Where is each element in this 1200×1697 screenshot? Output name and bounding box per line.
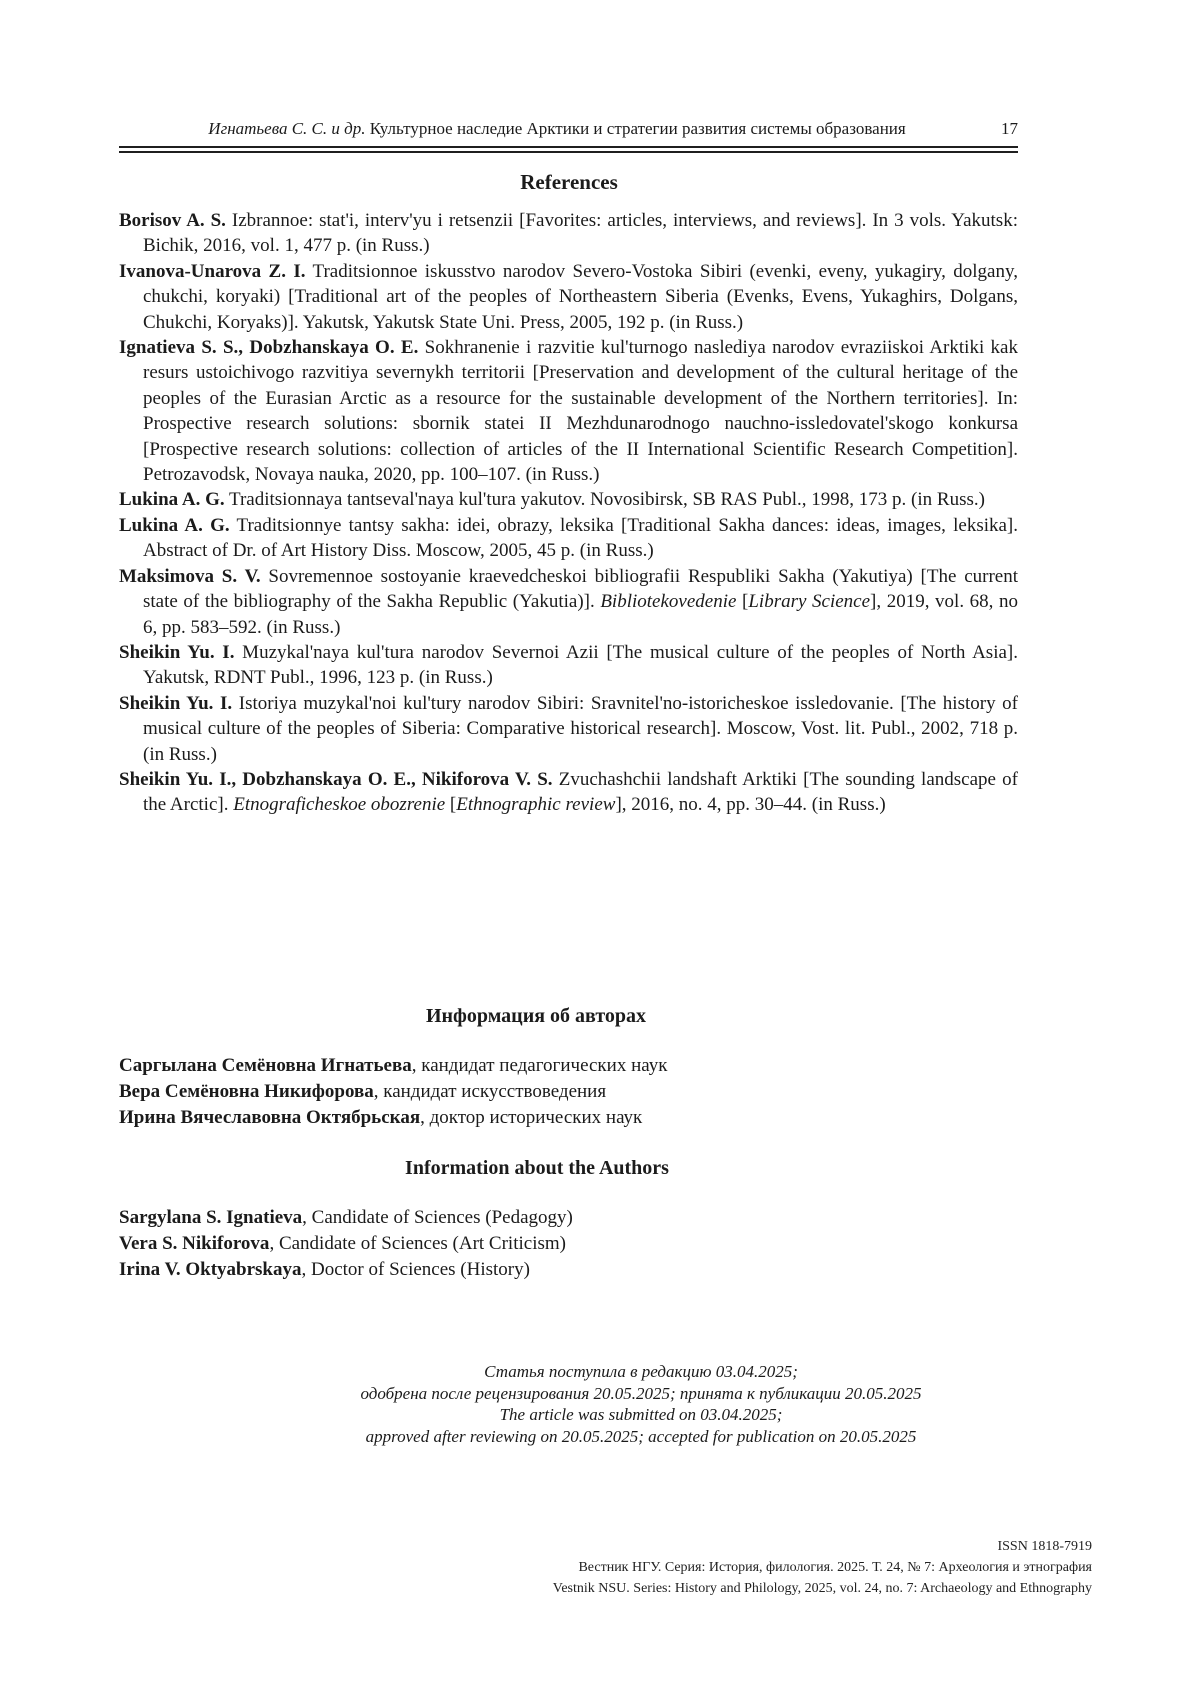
reference-entry: Maksimova S. V. Sovremennoe sostoyanie kraevedcheskoi bibliografii Respubliki Sakha (Yakutiya) [The current state of the bibliography of the Sakha Republic (Yakutia)]. Bibliotekovedenie [Library Science], 2019, vol. 68, no 6, pp. 583–592. (in Russ.)	[119, 565, 1019, 638]
authors-en-list	[119, 1205, 1018, 1283]
footer-line: ISSN 1818-7919	[997, 1539, 1092, 1554]
author-entry-ru	[119, 1105, 1018, 1131]
submission-line: The article was submitted on 03.04.2025;	[499, 1405, 783, 1424]
references-list	[119, 208, 1018, 818]
running-title-text: Культурное наследие Арктики и стратегии развития системы образования	[369, 119, 906, 138]
author-details: , Candidate of Sciences (Art Criticism)	[269, 1233, 566, 1254]
author-entry-en	[119, 1231, 1018, 1257]
authors-ru-list	[119, 1053, 1018, 1131]
author-details: , Doctor of Sciences (History)	[301, 1259, 530, 1280]
footer-line: Вестник НГУ. Серия: История, филология. 2025. Т. 24, № 7: Археология и этнография	[578, 1560, 1092, 1575]
author-entry-ru	[119, 1079, 1018, 1105]
author-entry-ru	[119, 1053, 1018, 1079]
author-name: Sargylana S. Ignatieva	[119, 1207, 303, 1228]
reference-entry: Lukina A. G. Traditsionnaya tantseval'naya kul'tura yakutov. Novosibirsk, SB RAS Publ., 1998, 173 p. (in Russ.)	[119, 489, 985, 511]
author-name: Irina V. Oktyabrskaya	[119, 1259, 302, 1280]
running-title	[208, 118, 905, 140]
reference-entry: Ivanova-Unarova Z. I. Traditsionnoe iskusstvo narodov Severo-Vostoka Sibiri (evenki, eveny, yukagiry, dolgany, chukchi, koryaki) [Traditional art of the peoples of Northeastern Siberia (Evenks, Evens, Yukaghirs, Dolgans, Chukchi, Koryaks)]. Yakutsk, Yakutsk State Uni. Press, 2005, 192 p. (in Russ.)	[119, 260, 1019, 333]
header-rule	[119, 146, 1018, 153]
reference-entry: Sheikin Yu. I., Dobzhanskaya O. E., Nikiforova V. S. Zvuchashchii landshaft Arktiki [The sounding landscape of the Arctic]. Etnograficheskoe obozrenie [Ethnographic review], 2016, no. 4, pp. 30–44. (in Russ.)	[119, 768, 1018, 816]
submission-line: Статья поступила в редакцию 03.04.2025;	[484, 1362, 798, 1381]
author-details: , доктор исторических наук	[420, 1107, 643, 1128]
author-name: Ирина Вячеславовна Октябрьская	[119, 1107, 421, 1128]
authors-ru-heading: Информация об авторах	[425, 1005, 647, 1027]
reference-entry: Sheikin Yu. I. Muzykal'naya kul'tura narodov Severnoi Azii [The musical culture of the peoples of North Asia]. Yakutsk, RDNT Publ., 1996, 123 p. (in Russ.)	[119, 641, 1018, 689]
author-name: Саргылана Семёновна Игнатьева	[119, 1055, 412, 1076]
author-details: , кандидат искусствоведения	[373, 1081, 607, 1102]
author-name: Vera S. Nikiforova	[119, 1233, 270, 1254]
references-heading: References	[520, 170, 618, 194]
author-details: , кандидат педагогических наук	[411, 1055, 668, 1076]
reference-entry: Lukina A. G. Traditsionnye tantsy sakha: idei, obrazy, leksika [Traditional Sakha dances: ideas, images, leksika]. Abstract of Dr. of Art History Diss. Moscow, 2005, 45 p. (in Russ.)	[119, 514, 1018, 562]
reference-entry: Borisov A. S. Izbrannoe: stat'i, interv'yu i retsenzii [Favorites: articles, interviews, and reviews]. In 3 vols. Yakutsk: Bichik, 2016, vol. 1, 477 p. (in Russ.)	[119, 210, 1018, 257]
author-entry-en	[119, 1257, 1018, 1283]
author-entry-en	[119, 1205, 1018, 1231]
submission-line: одобрена после рецензирования 20.05.2025; принята к публикации 20.05.2025	[360, 1383, 922, 1403]
reference-entry: Sheikin Yu. I. Istoriya muzykal'noi kul'tury narodov Sibiri: Sravnitel'no-istoricheskoe issledovanie. [The history of musical culture of the peoples of Siberia: Comparative historical research]. Moscow, Vost. lit. Publ., 2002, 718 p. (in Russ.)	[119, 692, 1018, 765]
submission-line: approved after reviewing on 20.05.2025; accepted for publication on 20.05.2025	[365, 1426, 917, 1446]
author-name: Вера Семёновна Никифорова	[119, 1081, 374, 1102]
reference-entry: Ignatieva S. S., Dobzhanskaya O. E. Sokhranenie i razvitie kul'turnogo naslediya narodov evraziiskoi Arktiki kak resurs ustoichivogo razvitiya severnykh territorii [Preservation and development of the cultural heritage of the peoples of the Eurasian Arctic as a resource for the sustainable development of the Northern territories]. In: Prospective research solutions: sbornik statei II Mezhdunarodnogo nauchno-issledovatel'skogo konkursa [Prospective research solutions: collection of articles of the II International Scientific Research Competition]. Petrozavodsk, Novaya nauka, 2020, pp. 100–107. (in Russ.)	[119, 337, 1018, 486]
authors-en-heading: Information about the Authors	[405, 1157, 669, 1179]
author-details: , Candidate of Sciences (Pedagogy)	[302, 1207, 573, 1228]
page-number: 17	[1001, 119, 1018, 138]
running-header	[119, 118, 1018, 142]
submission-dates	[360, 1361, 921, 1447]
journal-footer	[119, 1536, 1092, 1599]
running-title-authors: Игнатьева С. С. и др.	[208, 119, 366, 138]
footer-line: Vestnik NSU. Series: History and Philology, 2025, vol. 24, no. 7: Archaeology and Ethnography	[552, 1581, 1092, 1596]
